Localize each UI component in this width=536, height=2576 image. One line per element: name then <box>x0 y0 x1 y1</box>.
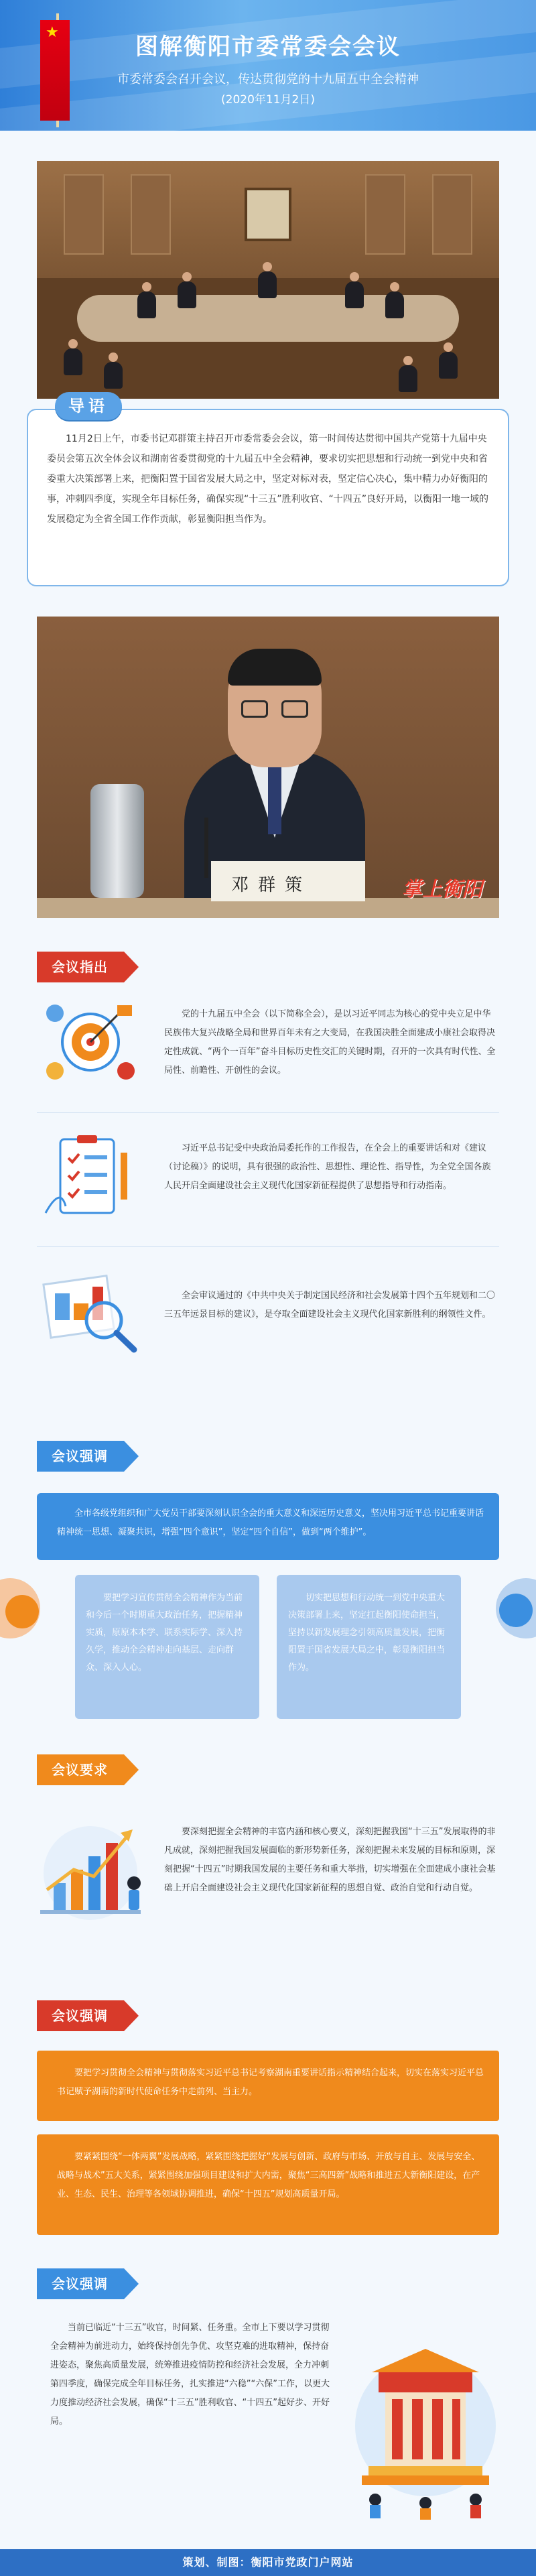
thermos <box>90 784 144 898</box>
attendee <box>345 281 364 308</box>
attendee <box>104 362 123 389</box>
photo-wall-panel <box>432 174 472 255</box>
growth-chart-icon <box>27 1809 154 1927</box>
page-subtitle: 市委常委会召开会议，传达贯彻党的十九届五中全会精神 <box>117 72 419 86</box>
speaker-tie <box>268 767 281 834</box>
closing-text: 当前已临近“十三五”收官，时间紧、任务重。全市上下要以学习贯彻全会精神为前进动力，始终保持创先争优、攻坚克难的进取精神，保持奋进姿态，聚焦高质量发展，统筹推进疫情防控和经济社会发展，全力冲刺第四季度，确保完成全年目标任务，扎实推进“六稳”“六保”工作，以更大力度推动经济社会发展，确保“十三五”胜利收官、“十四五”起好步、开好局。 <box>50 2323 330 2427</box>
attendee <box>399 365 417 392</box>
attendee <box>258 271 277 298</box>
section-heading-points: 会议指出 <box>37 952 124 982</box>
page-header <box>0 0 536 131</box>
photo-wall-panel <box>365 174 405 255</box>
attendee <box>385 292 404 318</box>
section-heading-requirements: 会议要求 <box>37 1754 124 1785</box>
page-title: 图解衡阳市委常委会会议 <box>135 34 401 60</box>
watermark-logo: 掌上衡阳 <box>402 878 482 901</box>
attendee <box>178 281 196 308</box>
speaker-hair <box>228 649 322 686</box>
photo-wall-panel <box>131 174 171 255</box>
section-heading-emphasis-3: 会议强调 <box>37 2268 124 2299</box>
intro-tag: 导语 <box>55 392 122 420</box>
emphasis-text-right: 切实把思想和行动统一到党中央重大决策部署上来，坚定扛起衡阳使命担当，坚持以新发展理念引领高质量发展，把衡阳置于国省发展大局之中，彰显衡阳担当作为。 <box>288 1593 446 1673</box>
section-heading-emphasis: 会议强调 <box>37 1441 124 1472</box>
star-icon: ★ <box>46 24 59 41</box>
page-date: (2020年11月2日) <box>221 93 315 107</box>
page-footer: 策划、制图：衡阳市党政门户网站 <box>0 2549 536 2576</box>
requirement-text: 要深刻把握全会精神的丰富内涵和核心要义，深刻把握我国“十三五”发展取得的非凡成就，深刻把握我国发展面临的新形势新任务，深刻把握未来发展的目标和原则，深刻把握“十四五”时期我国发展的主要任务和重大举措，切实增强在全面建成小康社会基础上开启全面建设社会主义现代化国家新征程的思想自觉、政治自觉和行动自觉。 <box>164 1827 496 1893</box>
meeting-room-photo <box>37 161 499 399</box>
intro-text: 11月2日上午，市委书记邓群策主持召开市委常委会会议，第一时间传达贯彻中国共产党第十九届中央委员会第五次全体会议和湖南省委贯彻党的十九届五中全会精神，要求切实把思想和行动统一到党中央和省委重大决策部署上来，把衡阳置于国省发展大局之中，坚定对标对表，坚定信心决心，集中精力办好衡阳的事，冲刺四季度，实现全年目标任务，确保实现“十三五”胜利收官、“十四五”良好开局，以衡阳一地一域的发展稳定为全省全国工作作贡献，彰显衡阳担当作为。 <box>47 434 489 525</box>
emphasis-text-left: 要把学习宣传贯彻全会精神作为当前和今后一个时期重大政治任务，把握精神实质，原原本本学、联系实际学、深入持久学，推动全会精神走向基层、走向群众、深入人心。 <box>86 1593 243 1673</box>
document-search-icon <box>40 1267 141 1354</box>
attendee <box>137 292 156 318</box>
photo-wall-panel <box>64 174 104 255</box>
nameplate-text: 邓群策 <box>231 875 312 895</box>
divider <box>37 1246 499 1247</box>
attendee <box>64 348 82 375</box>
point-text-2: 习近平总书记受中央政治局委托作的工作报告，在全会上的重要讲话和对《建议（讨论稿）》的说明，具有很强的政治性、思想性、理论性、指导性，为全党全国各族人民开启全面建设社会主义现代化国家新征程提供了思想指导和行动指南。 <box>164 1143 491 1191</box>
building-illustration-icon <box>348 2332 503 2520</box>
attendee <box>439 352 458 379</box>
checklist-icon <box>40 1133 141 1220</box>
glasses <box>241 700 268 718</box>
point-text-1: 党的十九届五中全会（以下简称全会），是以习近平同志为核心的党中央立足中华民族伟大复兴战略全局和世界百年未有之大变局，在我国决胜全面建成小康社会取得决定性成就、“两个一百年”奋斗目标历史性交汇的关键时期，召开的一次具有时代性、全局性、前瞻性、开创性的会议。 <box>164 1009 496 1076</box>
target-icon <box>40 999 141 1086</box>
microphone-icon <box>204 818 208 878</box>
speaker-photo <box>37 617 499 918</box>
emphasis-orange-text-1: 要把学习贯彻全会精神与贯彻落实习近平总书记考察湖南重要讲话指示精神结合起来，切实在落实习近平总书记赋予湖南的新时代使命任务中走前列、当主力。 <box>57 2068 484 2097</box>
glasses <box>281 700 308 718</box>
section-heading-emphasis-2: 会议强调 <box>37 2000 124 2031</box>
portrait <box>245 188 291 241</box>
point-text-3: 全会审议通过的《中共中央关于制定国民经济和社会发展第十四个五年规划和二〇三五年远景目标的建议》，是夺取全面建设社会主义现代化国家新胜利的纲领性文件。 <box>164 1291 496 1319</box>
emphasis-orange-text-2: 要紧紧围绕“一体两翼”发展战略，紧紧围绕把握好“发展与创新、政府与市场、开放与自主、发展与安全、战略与战术”五大关系，紧紧围绕加强项目建设和扩大内需，聚焦“三高四新”战略和推进五大新衡阳建设，在产业、生态、民生、治理等各领域协调推进，确保“十四五”规划高质量开局。 <box>57 2152 480 2199</box>
decor-circle <box>499 1594 533 1627</box>
emphasis-text: 全市各级党组织和广大党员干部要深刻认识全会的重大意义和深远历史意义，坚决用习近平总书记重要讲话精神统一思想、凝聚共识，增强“四个意识”，坚定“四个自信”，做到“两个维护”。 <box>57 1508 484 1537</box>
decor-circle <box>5 1595 39 1628</box>
divider <box>37 1112 499 1113</box>
